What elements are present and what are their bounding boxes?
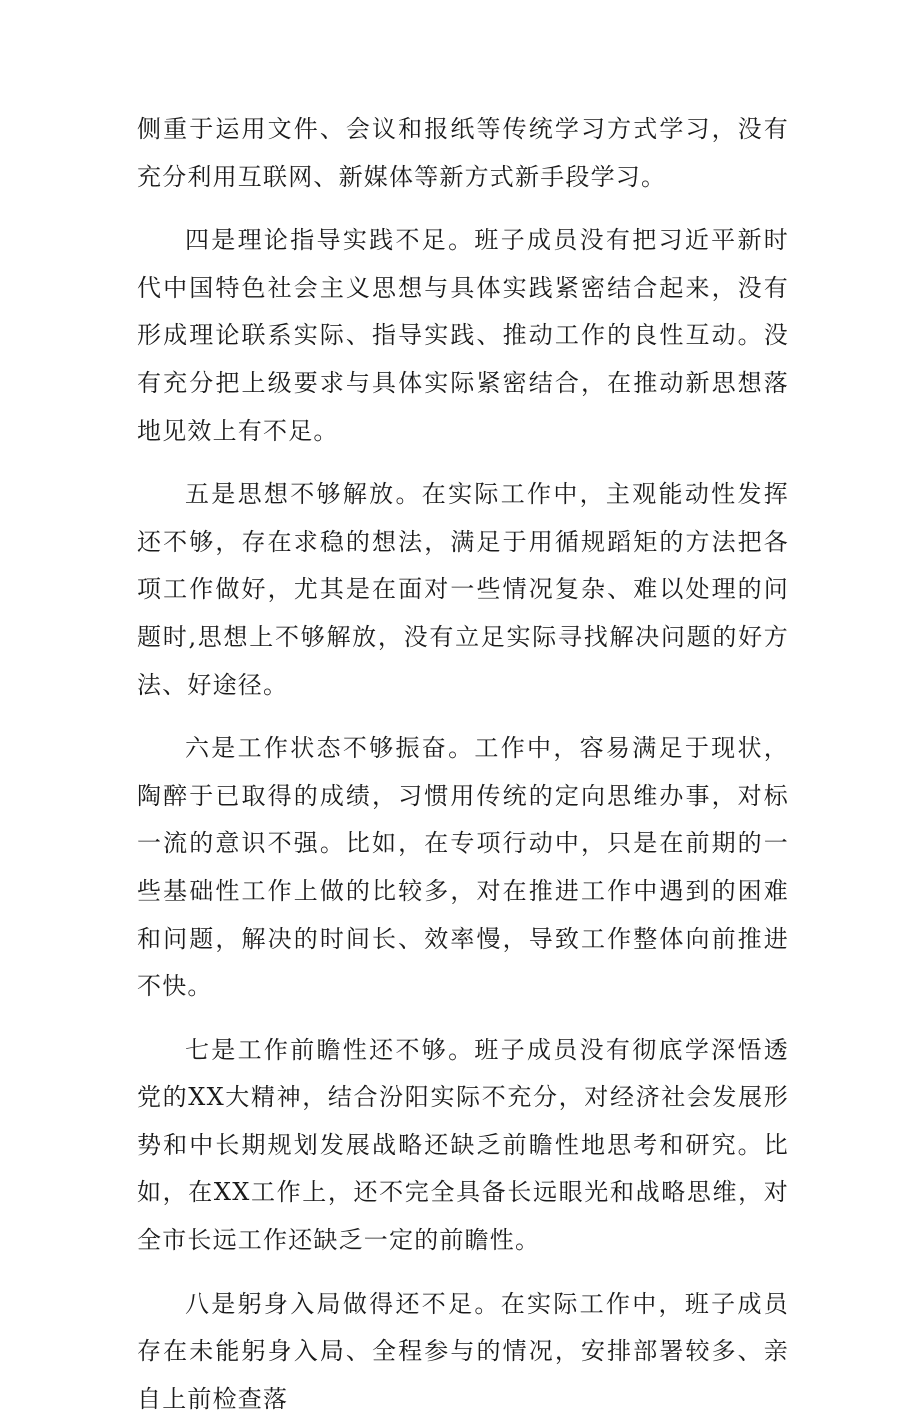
document-body — [137, 106, 789, 1423]
paragraph-5: 七是工作前瞻性还不够。班子成员没有彻底学深悟透党的XX大精神，结合汾阳实际不充分，对经济社会发展形势和中长期规划发展战略还缺乏前瞻性地思考和研究。比如，在XX工作上，还不完全具备长远眼光和战略思维，对全市长远工作还缺乏一定的前瞻性。 — [137, 1035, 789, 1255]
paragraph-4: 六是工作状态不够振奋。工作中，容易满足于现状，陶醉于已取得的成绩，习惯用传统的定向思维办事，对标一流的意识不强。比如，在专项行动中，只是在前期的一些基础性工作上做的比较多，对在推进工作中遇到的困难和问题，解决的时间长、效率慢，导致工作整体向前推进不快。 — [137, 734, 789, 1001]
paragraph-3: 五是思想不够解放。在实际工作中，主观能动性发挥还不够，存在求稳的想法，满足于用循规蹈矩的方法把各项工作做好，尤其是在面对一些情况复杂、难以处理的问题时,思想上不够解放，没有立足实际寻找解决问题的好方法、好途径。 — [137, 480, 789, 699]
paragraph-6: 八是躬身入局做得还不足。在实际工作中，班子成员存在未能躬身入局、全程参与的情况，安排部署较多、亲自上前检查落 — [137, 1289, 789, 1413]
paragraph-2: 四是理论指导实践不足。班子成员没有把习近平新时代中国特色社会主义思想与具体实践紧密结合起来，没有形成理论联系实际、指导实践、推动工作的良性互动。没有充分把上级要求与具体实际紧密结合，在推动新思想落地见效上有不足。 — [137, 226, 789, 445]
paragraph-1: 侧重于运用文件、会议和报纸等传统学习方式学习，没有充分利用互联网、新媒体等新方式新手段学习。 — [137, 115, 789, 191]
